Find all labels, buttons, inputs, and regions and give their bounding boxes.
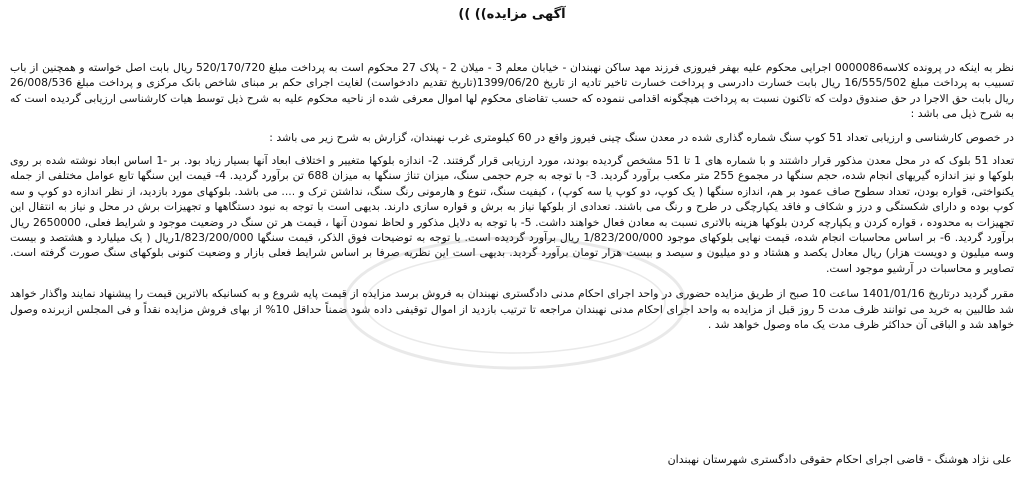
paragraph-case-details: نظر به اینکه در پرونده کلاسه0000086 اجرایی محکوم علیه بهفر فیروزی فرزند مهد ساکن نهبندان - خیابان معلم 3 - میلان 2 - پلاک 27 محکوم است به پرداخت مبلغ 520/170/720 ریال بابت اصل خواسته و همچنین از باب تسبیب به پرداخت مبلغ 16/555/502 ریال بابت خسارت دادرسی و پرداخت خسارت تاخیر تادیه از تاریخ 1399/06/20(تاریخ تقدیم دادخواست) لغایت اجرای حکم بر مبنای شاخص بانک مرکزی و پرداخت مبلغ 26/008/536 ریال بابت حق الاجرا در حق صندوق دولت که تاکنون نسبت به پرداخت هیچگونه اقدامی ننموده که حسب تقاضای محکوم لها اموال معرفی شده از ناحیه محکوم علیه به شرح ذیل توسط هیات کارشناسی ارزیابی گردیده است که به شرح ذیل می باشد :	[10, 61, 1015, 121]
notice-title: آگهی مزایده)) ))	[458, 7, 566, 22]
signature-line: علی نژاد هوشنگ - قاضی اجرای احکام حقوقی دادگستری شهرستان نهبندان	[667, 453, 1012, 466]
paragraph-expert-report: تعداد 51 بلوک که در محل معدن مذکور قرار داشتند و با شماره های 1 تا 51 مشخص گردیده بودند، مورد ارزیابی قرار گرفتند. 2- اندازه بلوکها متغییر و اختلاف ابعاد آنها بسیار زیاد بود. بر -1 اساس ابعاد نوشته شده بر روی بلوکها و نیز اندازه گیریهای انجام شده، حجم سنگها در مجموع 255 متر مکعب برآورد گردید. 3- با توجه به جرم حجمی سنگ، میزان تناژ سنگها به میزان 688 تن برآورد گردید. 4- قیمت این سنگها تابع عوامل مختلفی از جمله یکنواختی، قواره بودن، تعداد سطوح صاف عمود بر هم، اندازه سنگها ( یک کوپ، دو کوپ یا سه کوپ) ، کیفیت سنگ، تنوع و هارمونی رنگ سنگ، نداشتن ترک و .... می باشد. بلوکهای مورد بازدید، از نظر اندازه دو کوپ و سه کوپ بوده و دارای شکستگی و درز و شکاف و فاقد یکپارچگی در طرح و رنگ می باشند. تعدادی از بلوکها نیاز به برش و قواره سازی دارند. بدیهی است با توجه به نبود دستگاهها و تجهیزات برش در محل و نیاز به انتقال این تجهیزات به محدوده ، قواره کردن و یکپارچه کردن بلوکها هزینه بالاتری نسبت به معادن فعال خواهند داشت. 5- با توجه به دلایل مذکور و لحاظ نمودن آنها ، قیمت هر تن سنگ در وضعیت موجود و شرایط فعلی، 2650000 ریال برآورد گردید. 6- بر اساس محاسبات انجام شده، قیمت نهایی بلوکهای موجود 1/823/200/000 ریال برآورد گردیده است. با توجه به توضیحات فوق الذکر، قیمت سنگها 1/823/200/000ریال ( یک میلیارد و هشتصد و بیست وسه میلیون و دویست هزار) ریال معادل یکصد و هشتاد و دو میلیون و سیصد و بیست هزار تومان برآورد گردید. بدیهی است این نظریه صرفا بر اساس شرایط فعلی بازار و وضعیت کنونی بلوکهای سنگ صورت گرفته است. تصاویر و محاسبات در آرشیو موجود است.	[10, 154, 1014, 275]
paragraph-auction-terms: مقرر گردید درتاریخ 1401/01/16 ساعت 10 صبح از طریق مزایده حضوری در واحد اجرای احکام مدنی دادگستری نهبندان به فروش برسد مزایده از قیمت پایه شروع و به کسانیکه بالاترین قیمت را پیشنهاد نمایند واگذار خواهد شد طالبین به خرید می توانند ظرف مدت 5 روز قبل از مزایده به واحد اجرای احکام مدنی نهبندان مراجعه تا ترتیب بازدید از اموال توقیفی داده شود ضمناً حداقل 10% از بهای فروش مزایده نقداً و فی المجلس ازبرنده وصول خواهد شد و الباقی آن حداکثر ظرف مدت یک ماه وصول خواهد شد .	[10, 287, 1015, 332]
paragraph-expert-intro: در خصوص کارشناسی و ارزیابی تعداد 51 کوپ سنگ شماره گذاری شده در معدن سنگ چینی فیروز واقع در 60 کیلومتری غرب نهبندان، گزارش به شرح زیر می باشد :	[269, 130, 1014, 144]
